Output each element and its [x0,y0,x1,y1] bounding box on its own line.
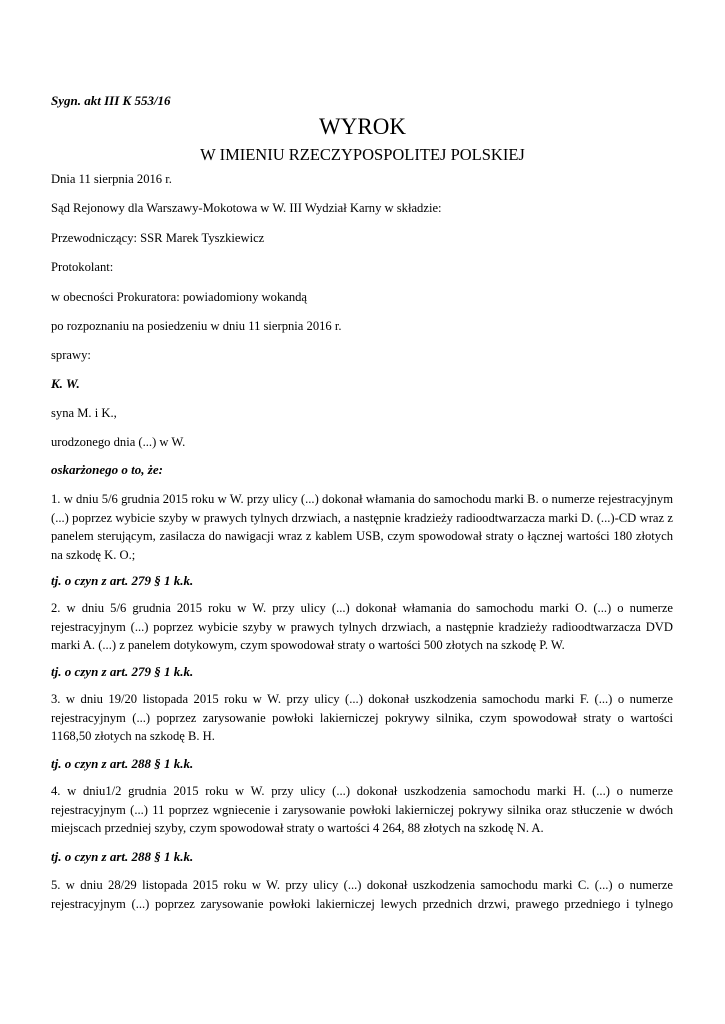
defendant-birth: urodzonego dnia (...) w W. [51,435,186,449]
charge-4-text: 4. w dniu1/2 grudnia 2015 roku w W. przy ulicy (...) dokonał uszkodzenia samochodu marki H. (...) o numerze rejestracyjnym (...) 11 poprzez wgniecenie i zarysowanie powłoki lakierniczej pokrywy silnika oraz stłuczenie w dwóch miejscach przedniej szyby, czym spowodował straty o wartości 4 264, 88 złotych na szkodę N. A. [51,784,673,835]
charge-4-article: tj. o czyn z art. 288 § 1 k.k. [51,849,194,864]
charge-2-article: tj. o czyn z art. 279 § 1 k.k. [51,664,194,679]
prosecutor-presence: w obecności Prokuratora: powiadomiony wokandą [51,290,308,304]
charge-3-text: 3. w dniu 19/20 listopada 2015 roku w W. przy ulicy (...) dokonał uszkodzenia samochodu marki F. (...) o numerze rejestracyjnym (...) poprzez zarysowanie powłoki lakierniczej pokrywy silnika, czym spowodował straty o wartości 1168,50 złotych na szkodę B. H. [51,692,673,743]
presiding-judge: Przewodniczący: SSR Marek Tyszkiewicz [51,231,265,245]
defendant-name: K. W. [51,376,80,391]
charge-1-article: tj. o czyn z art. 279 § 1 k.k. [51,573,194,588]
charge-1-text: 1. w dniu 5/6 grudnia 2015 roku w W. przy ulicy (...) dokonał włamania do samochodu marki B. o numerze rejestracyjnym (...) poprzez wybicie szyby w prawych tylnych drzwiach, a następnie kradzieży radioodtwarzacza marki D. (...)-CD wraz z panelem sterującym, zasilacza do nawigacji wraz z kablem USB, czym spowodował straty o łącznej wartości 180 złotych na szkodę K. O.; [51,492,673,562]
defendant-parents: syna M. i K., [51,406,117,420]
accused-label: oskarżonego o to, że: [51,462,163,477]
court-clerk: Protokolant: [51,260,114,274]
judgment-title: WYROK [319,114,406,139]
charge-5-text: 5. w dniu 28/29 listopada 2015 roku w W. przy ulicy (...) dokonał uszkodzenia samochodu marki C. (...) o numerze rejestracyjnym (...) poprzez zarysowanie powłoki lakierniczej lewych przednich drzwi, prawego przedniego i tylnego [51,878,673,911]
judgment-subtitle: W IMIENIU RZECZYPOSPOLITEJ POLSKIEJ [200,145,525,164]
case-label: sprawy: [51,348,91,362]
court-composition: Sąd Rejonowy dla Warszawy-Mokotowa w W. III Wydział Karny w składzie: [51,201,442,215]
charge-2-text: 2. w dniu 5/6 grudnia 2015 roku w W. przy ulicy (...) dokonał włamania do samochodu marki O. (...) o numerze rejestracyjnym (...) poprzez wybicie szyby w prawych tylnych drzwiach, a następnie kradzieży radioodtwarzacza DVD marki A. (...) z panelem dotykowym, czym spowodował straty o wartości 500 złotych na szkodę P. W. [51,601,673,652]
judgment-date: Dnia 11 sierpnia 2016 r. [51,172,172,186]
hearing-date: po rozpoznaniu na posiedzeniu w dniu 11 sierpnia 2016 r. [51,319,342,333]
case-number: Sygn. akt III K 553/16 [51,93,171,108]
charge-3-article: tj. o czyn z art. 288 § 1 k.k. [51,756,194,771]
